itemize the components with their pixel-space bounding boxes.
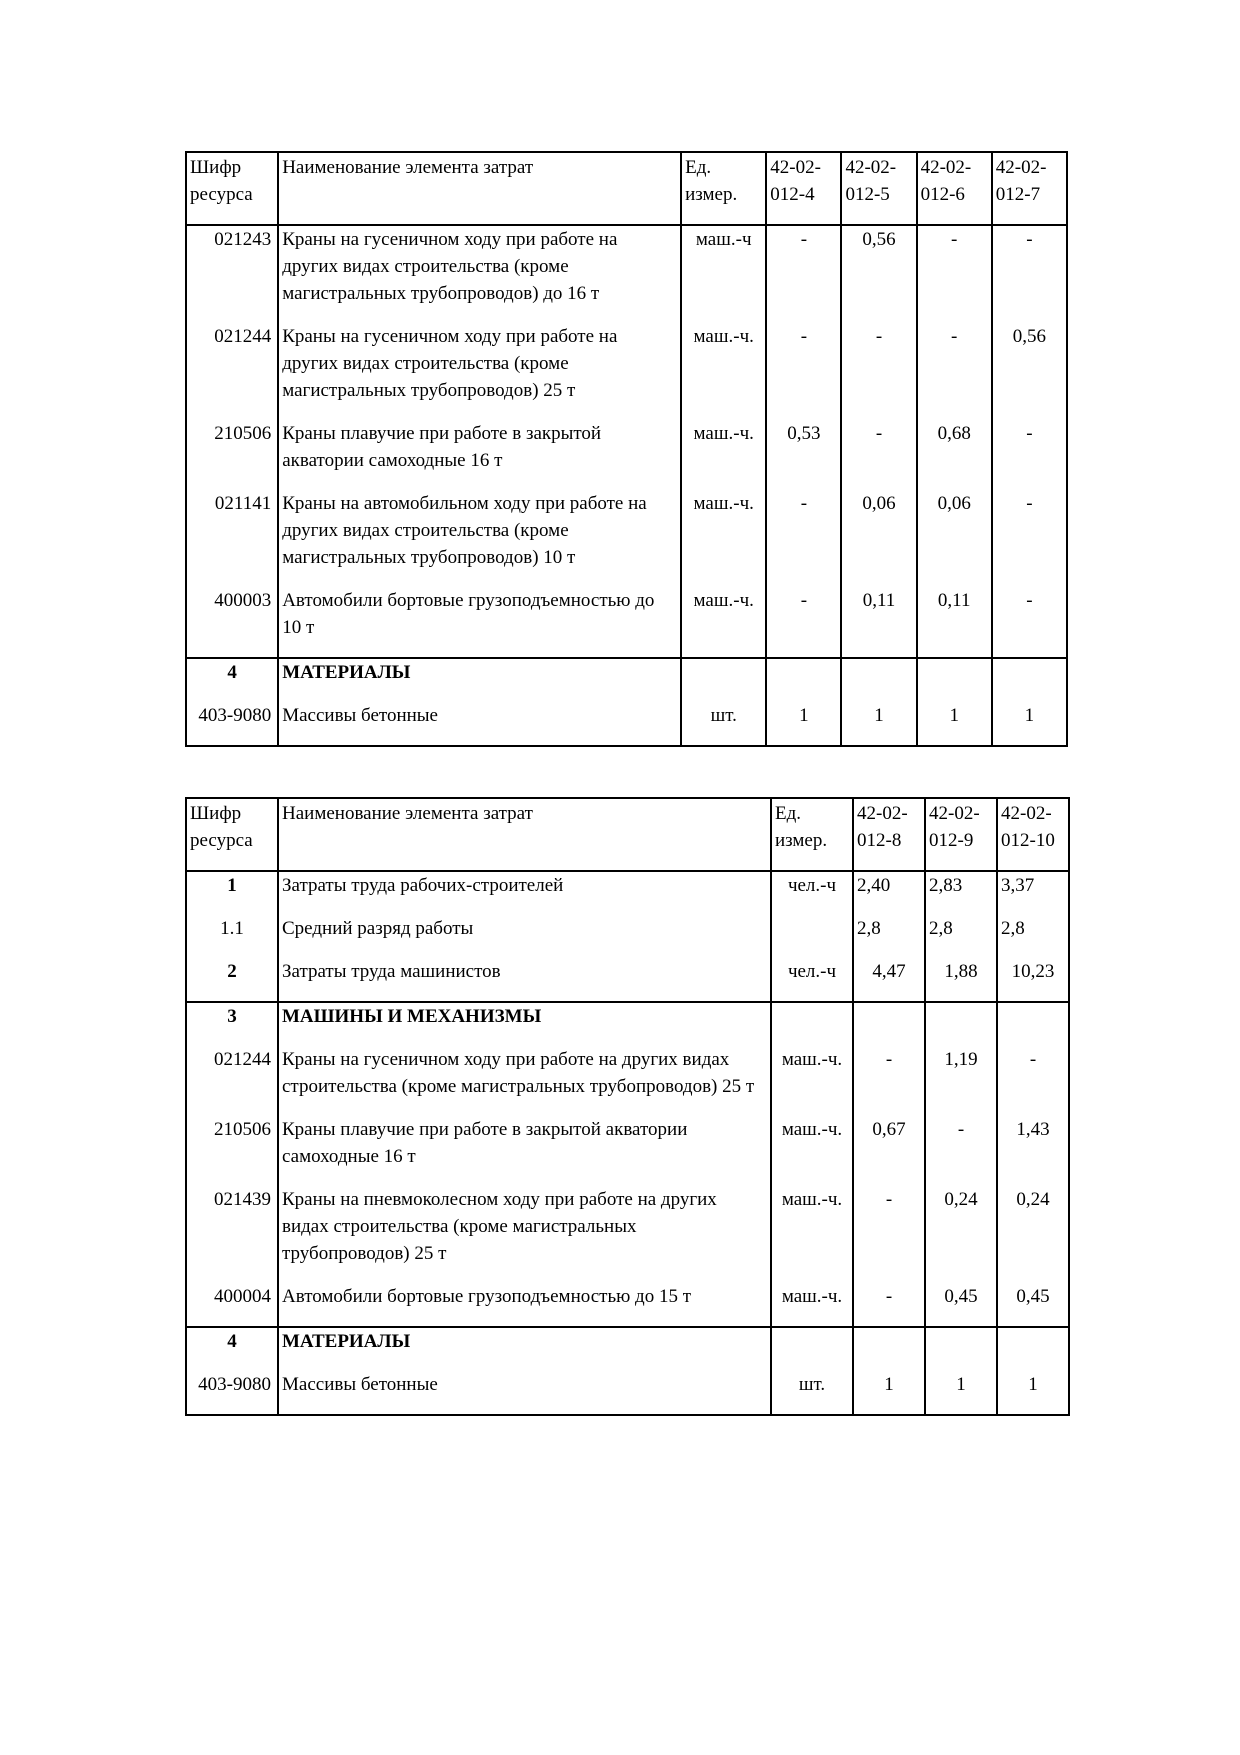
resource-value: - [766,225,841,323]
header-name: Наименование элемента затрат [278,152,681,225]
resource-value: - [997,1046,1069,1116]
section-title: МАШИНЫ И МЕХАНИЗМЫ [278,1002,771,1046]
resource-table-1 [185,151,1068,747]
resource-code: 021141 [186,490,278,587]
resource-value: 1 [841,702,916,746]
resource-unit [771,915,853,958]
resource-value: 2,8 [853,915,925,958]
resource-value: 0,45 [997,1283,1069,1327]
resource-unit: маш.-ч. [771,1283,853,1327]
resource-value: - [841,323,916,420]
resource-value: 4,47 [853,958,925,1002]
resource-value: - [853,1186,925,1283]
table-header-row [186,798,1069,871]
resource-value: 1 [925,1371,997,1415]
resource-code: 021439 [186,1186,278,1283]
table-row [186,1283,1069,1327]
header-col: 42-02-012-10 [997,798,1069,871]
header-col: 42-02-012-4 [766,152,841,225]
resource-value: - [992,587,1067,658]
resource-code: 400003 [186,587,278,658]
resource-value: - [766,587,841,658]
header-col: 42-02-012-6 [917,152,992,225]
resource-code: 400004 [186,1283,278,1327]
resource-name: Краны на гусеничном ходу при работе на других видах строительства (кроме магистральных трубопроводов) 25 т [278,323,681,420]
resource-value: 1,19 [925,1046,997,1116]
table-row [186,323,1067,420]
resource-value: 0,11 [917,587,992,658]
table-row [186,1046,1069,1116]
table-row [186,587,1067,658]
section-code: 4 [186,1327,278,1371]
resource-value: - [853,1283,925,1327]
table-row [186,420,1067,490]
resource-value: - [766,490,841,587]
table-row [186,1186,1069,1283]
resource-value: 0,45 [925,1283,997,1327]
section-title: МАТЕРИАЛЫ [278,1327,771,1371]
resource-value: 1,88 [925,958,997,1002]
section-code: 3 [186,1002,278,1046]
resource-value: 0,56 [841,225,916,323]
resource-value: 1,43 [997,1116,1069,1186]
resource-name: Затраты труда машинистов [278,958,771,1002]
resource-code: 021244 [186,1046,278,1116]
resource-value: 0,24 [925,1186,997,1283]
resource-unit: маш.-ч. [681,323,766,420]
resource-code: 210506 [186,1116,278,1186]
resource-code: 403-9080 [186,1371,278,1415]
header-col: 42-02-012-8 [853,798,925,871]
resource-value: - [766,323,841,420]
resource-value: 0,24 [997,1186,1069,1283]
table-row [186,1371,1069,1415]
section-row-materials [186,1327,1069,1371]
section-row-materials [186,658,1067,702]
resource-value: 0,67 [853,1116,925,1186]
resource-value: 1 [997,1371,1069,1415]
resource-value: 2,83 [925,871,997,915]
resource-code: 2 [186,958,278,1002]
resource-unit: шт. [681,702,766,746]
table-row [186,958,1069,1002]
resource-value: 0,68 [917,420,992,490]
resource-name: Краны плавучие при работе в закрытой акватории самоходные 16 т [278,420,681,490]
resource-unit: чел.-ч [771,871,853,915]
resource-name: Краны на пневмоколесном ходу при работе на других видах строительства (кроме магистральных трубопроводов) 25 т [278,1186,771,1283]
resource-unit: маш.-ч. [771,1116,853,1186]
resource-value: 0,56 [992,323,1067,420]
resource-value: 1 [992,702,1067,746]
resource-code: 1.1 [186,915,278,958]
resource-code: 021243 [186,225,278,323]
section-code: 4 [186,658,278,702]
resource-value: 2,40 [853,871,925,915]
resource-value: 0,53 [766,420,841,490]
header-unit: Ед. измер. [771,798,853,871]
resource-name: Затраты труда рабочих-строителей [278,871,771,915]
resource-value: - [992,420,1067,490]
resource-unit: маш.-ч. [681,587,766,658]
resource-value: - [841,420,916,490]
table-row [186,1116,1069,1186]
header-col: 42-02-012-9 [925,798,997,871]
table-row [186,225,1067,323]
resource-unit: маш.-ч. [681,420,766,490]
table-header-row [186,152,1067,225]
resource-code: 403-9080 [186,702,278,746]
resource-value: 1 [917,702,992,746]
section-title: МАТЕРИАЛЫ [278,658,681,702]
resource-value: - [925,1116,997,1186]
resource-name: Краны на гусеничном ходу при работе на других видах строительства (кроме магистральных трубопроводов) 25 т [278,1046,771,1116]
resource-name: Массивы бетонные [278,702,681,746]
resource-value: - [917,225,992,323]
resource-value: - [992,490,1067,587]
resource-value: - [853,1046,925,1116]
resource-unit: маш.-ч. [771,1046,853,1116]
header-name: Наименование элемента затрат [278,798,771,871]
resource-value: - [917,323,992,420]
resource-unit: маш.-ч. [681,490,766,587]
resource-table-2 [185,797,1070,1416]
resource-name: Краны на автомобильном ходу при работе на других видах строительства (кроме магистральных трубопроводов) 10 т [278,490,681,587]
resource-value: - [992,225,1067,323]
resource-value: 2,8 [997,915,1069,958]
resource-value: 3,37 [997,871,1069,915]
table-row [186,871,1069,915]
resource-value: 0,11 [841,587,916,658]
resource-name: Краны плавучие при работе в закрытой акватории самоходные 16 т [278,1116,771,1186]
header-col: 42-02-012-7 [992,152,1067,225]
resource-value: 1 [853,1371,925,1415]
resource-value: 0,06 [917,490,992,587]
table-row [186,702,1067,746]
resource-value: 0,06 [841,490,916,587]
resource-value: 1 [766,702,841,746]
header-code: Шифр ресурса [186,798,278,871]
section-row-machines [186,1002,1069,1046]
resource-unit: чел.-ч [771,958,853,1002]
resource-name: Средний разряд работы [278,915,771,958]
resource-value: 2,8 [925,915,997,958]
resource-name: Краны на гусеничном ходу при работе на других видах строительства (кроме магистральных трубопроводов) до 16 т [278,225,681,323]
resource-code: 210506 [186,420,278,490]
resource-unit: шт. [771,1371,853,1415]
resource-value: 10,23 [997,958,1069,1002]
resource-name: Массивы бетонные [278,1371,771,1415]
header-col: 42-02-012-5 [841,152,916,225]
resource-code: 1 [186,871,278,915]
resource-name: Автомобили бортовые грузоподъемностью до 10 т [278,587,681,658]
table-row [186,490,1067,587]
header-code: Шифр ресурса [186,152,278,225]
resource-name: Автомобили бортовые грузоподъемностью до 15 т [278,1283,771,1327]
resource-unit: маш.-ч [681,225,766,323]
resource-unit: маш.-ч. [771,1186,853,1283]
resource-code: 021244 [186,323,278,420]
table-row [186,915,1069,958]
header-unit: Ед. измер. [681,152,766,225]
